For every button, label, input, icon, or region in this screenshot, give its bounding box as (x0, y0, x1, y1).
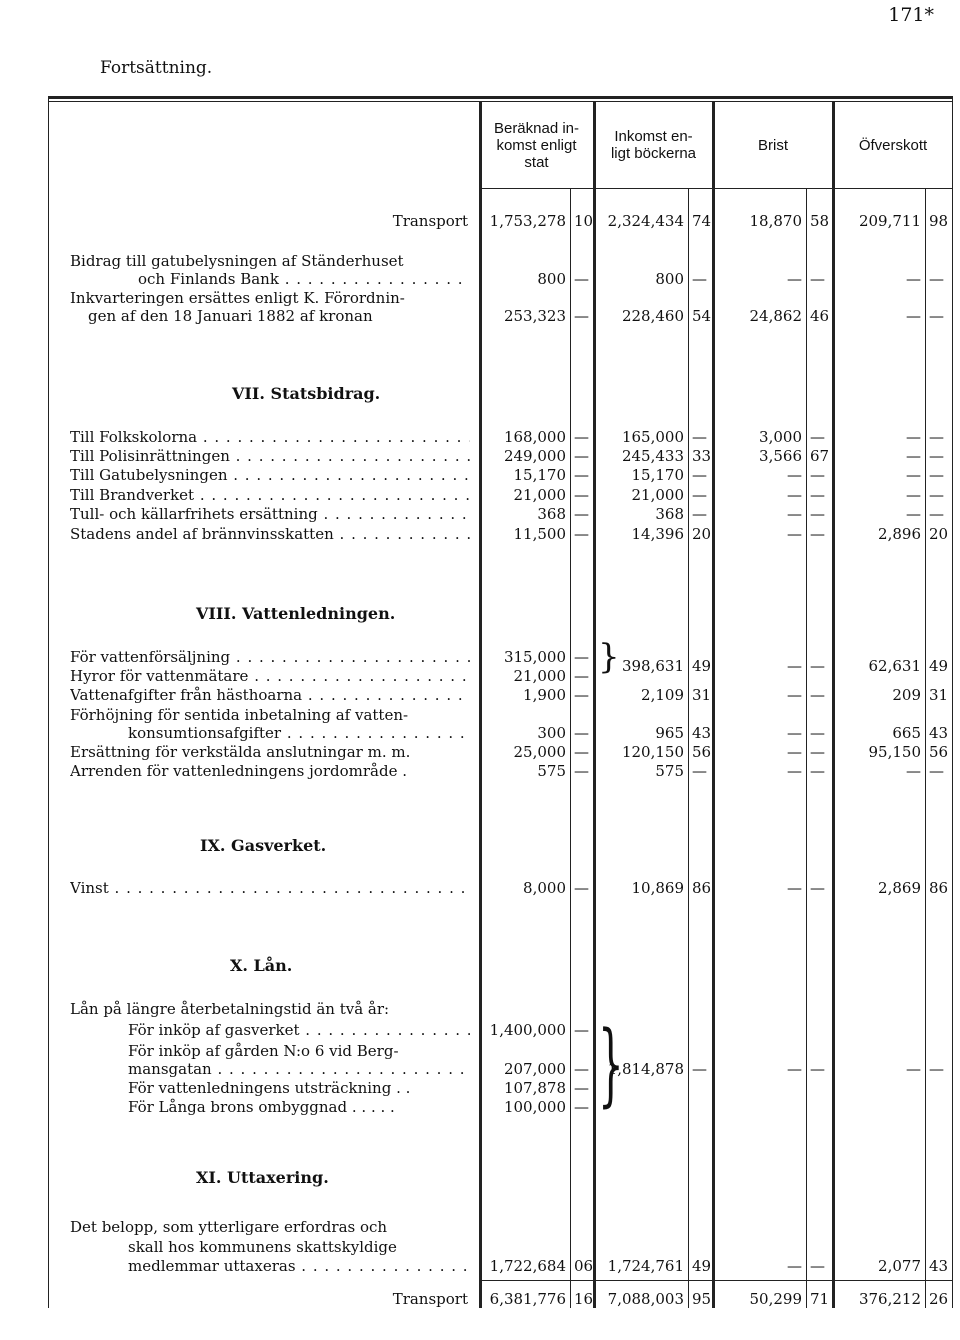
transport-bottom-col4: 376,212 (858, 1290, 921, 1308)
section-0-row-1-col4: — (906, 447, 921, 465)
section-1-row-5-col2: 120,150 (621, 743, 684, 761)
section-0-row-5-col2: 14,396 (631, 525, 684, 543)
section-1-row-6-col4: — (906, 762, 921, 780)
row-label: Stadens andel af brännvinsskatten . . . (70, 525, 470, 543)
section-4-row-2 (0, 1257, 960, 1275)
row-label: För vattenförsäljning . . . (70, 648, 470, 666)
pre-row-0-col2: 800 (655, 270, 684, 288)
row-label: För inköp af gasverket . . . (128, 1021, 470, 1039)
pre-row-1-line2 (0, 307, 960, 325)
section-0-row-5-col4-cents: 20 (929, 525, 949, 543)
section-1-row-6-col4-cents: — (929, 762, 944, 780)
vatten-brace-total-col3-cents: — (810, 657, 825, 675)
section-0-row-5-col2-cents: 20 (692, 525, 712, 543)
transport-row-bottom (0, 1290, 960, 1308)
section-3-row-1-col1-cents: — (574, 1021, 589, 1039)
section-0-row-1-col3-cents: 67 (810, 447, 830, 465)
header-bottom-rule (480, 188, 953, 189)
section-0-row-4-col4: — (906, 505, 921, 523)
section-0-row-0-col4-cents: — (929, 428, 944, 446)
section-0-row-5-col3-cents: — (810, 525, 825, 543)
section-0-row-2-col1: 15,170 (513, 466, 566, 484)
section-1-row-1-col1: 21,000 (513, 667, 566, 685)
vatten-brace-total-col2-cents: 49 (692, 657, 712, 675)
pre-row-1-col1: 253,323 (503, 307, 566, 325)
section-1-row-3 (0, 706, 960, 724)
section-0-row-4-col3: — (787, 505, 802, 523)
section-2-row-0-col1: 8,000 (523, 879, 566, 897)
pre-row-1-col1-cents: — (574, 307, 589, 325)
row-label: Till Brandverket . . . (70, 486, 470, 504)
section-1-row-4-col4: 665 (892, 724, 921, 742)
section-3-row-1 (0, 1021, 960, 1039)
row-label: Lån på längre återbetalningstid än två år: (70, 1000, 390, 1018)
lan-brace-total-brace: } (598, 1012, 624, 1117)
section-1-row-2-col2-cents: 31 (692, 686, 712, 704)
row-label: Hyror för vattenmätare . . . (70, 667, 470, 685)
pre-row-0-line1 (0, 252, 960, 270)
pre-row-0-col3-cents: — (810, 270, 825, 288)
section-3-row-5-col1-cents: — (574, 1098, 589, 1116)
section-2-row-0-col4-cents: 86 (929, 879, 949, 897)
section-1-row-4-col2-cents: 43 (692, 724, 712, 742)
transport-row-top (0, 212, 960, 230)
section-0-row-4-col2: 368 (655, 505, 684, 523)
pre-row-label: Bidrag till gatubelysningen af Ständerhuset (70, 252, 404, 270)
row-label: Till Gatubelysningen . . . (70, 466, 470, 484)
section-4-row-0 (0, 1218, 960, 1236)
header-brist: Brist (758, 137, 788, 154)
transport-top-col1: 1,753,278 (489, 212, 566, 230)
section-1-row-4-col1: 300 (537, 724, 566, 742)
section-1-row-2-col1: 1,900 (523, 686, 566, 704)
section-1-row-5 (0, 743, 960, 761)
pre-row-label-cont: gen af den 18 Januari 1882 af kronan (88, 307, 373, 325)
transport-bottom-col4-cents: 26 (929, 1290, 949, 1308)
pre-row-1-col3: 24,862 (749, 307, 802, 325)
section-2-row-0-col4: 2,869 (878, 879, 921, 897)
pre-row-1-line1 (0, 289, 960, 307)
section-0-row-5-col1: 11,500 (513, 525, 566, 543)
section-0-row-1 (0, 447, 960, 465)
transport-top-col1-cents: 10 (574, 212, 594, 230)
section-0-row-5-col3: — (787, 525, 802, 543)
section-3-row-4-col1-cents: — (574, 1079, 589, 1097)
transport-top-col3: 18,870 (749, 212, 802, 230)
pre-row-1-col2-cents: 54 (692, 307, 712, 325)
section-0-row-0-col2: 165,000 (621, 428, 684, 446)
transport-bottom-col2-cents: 95 (692, 1290, 712, 1308)
section-0-row-0-col1-cents: — (574, 428, 589, 446)
section-0-row-2-col3-cents: — (810, 466, 825, 484)
pre-row-0-line2 (0, 270, 960, 288)
section-1-row-6 (0, 762, 960, 780)
lan-brace-total-col4-cents: — (929, 1060, 944, 1078)
section-1-row-2-col2: 2,109 (641, 686, 684, 704)
pre-row-0-col1-cents: — (574, 270, 589, 288)
section-0-row-3-col3: — (787, 486, 802, 504)
pre-row-0-col3: — (787, 270, 802, 288)
section-1-row-4-col4-cents: 43 (929, 724, 949, 742)
section-0-row-1-col4-cents: — (929, 447, 944, 465)
section-0-row-5-col4: 2,896 (878, 525, 921, 543)
pre-row-1-col4-cents: — (929, 307, 944, 325)
section-0-row-4-col2-cents: — (692, 505, 707, 523)
section-1-row-4-col3-cents: — (810, 724, 825, 742)
section-3-row-4 (0, 1079, 960, 1097)
section-0-row-0-col2-cents: — (692, 428, 707, 446)
section-0-row-2-col4: — (906, 466, 921, 484)
section-0-row-2-col4-cents: — (929, 466, 944, 484)
pre-row-1-col2: 228,460 (621, 307, 684, 325)
section-1-row-6-col3: — (787, 762, 802, 780)
section-title-3: X. Lån. (230, 956, 293, 975)
transport-bottom-col2: 7,088,003 (607, 1290, 684, 1308)
section-2-row-0-col2-cents: 86 (692, 879, 712, 897)
section-0-row-0-col3-cents: — (810, 428, 825, 446)
section-title-1: VIII. Vattenledningen. (196, 604, 396, 623)
section-0-row-4 (0, 505, 960, 523)
transport-bottom-col1: 6,381,776 (489, 1290, 566, 1308)
section-0-row-0-col3: 3,000 (759, 428, 802, 446)
transport-top-col4: 209,711 (858, 212, 921, 230)
section-2-row-0-col2: 10,869 (631, 879, 684, 897)
page-number: 171* (888, 4, 934, 26)
section-0-row-2-col3: — (787, 466, 802, 484)
row-label: Ersättning för verkstälda anslutningar m. m. (70, 743, 411, 761)
section-3-row-3-col1-cents: — (574, 1060, 589, 1078)
transport-bottom-col1-cents: 16 (574, 1290, 594, 1308)
transport-label: Transport (392, 212, 468, 230)
section-1-row-0-col1: 315,000 (503, 648, 566, 666)
section-0-row-1-col3: 3,566 (759, 447, 802, 465)
section-0-row-2-col1-cents: — (574, 466, 589, 484)
row-label: För vattenledningens utsträckning . . (128, 1079, 411, 1097)
section-0-row-0-col1: 168,000 (503, 428, 566, 446)
pre-row-0-col1: 800 (537, 270, 566, 288)
transport-top-col2-cents: 74 (692, 212, 712, 230)
section-0-row-5 (0, 525, 960, 543)
section-2-row-0-col3-cents: — (810, 879, 825, 897)
row-label: Vattenafgifter från hästhoarna . . . (70, 686, 470, 704)
section-1-row-6-col2: 575 (655, 762, 684, 780)
section-4-row-2-col1-cents: 06 (574, 1257, 594, 1275)
row-label: skall hos kommunens skattskyldige (128, 1238, 397, 1256)
section-0-row-1-col2-cents: 33 (692, 447, 712, 465)
section-3-row-0 (0, 1000, 960, 1018)
section-1-row-0-col1-cents: — (574, 648, 589, 666)
section-0-row-5-col1-cents: — (574, 525, 589, 543)
section-0-row-2 (0, 466, 960, 484)
section-2-row-0-col3: — (787, 879, 802, 897)
lan-brace-total-col3: — (787, 1060, 802, 1078)
section-1-row-6-col1: 575 (537, 762, 566, 780)
row-label: Arrenden för vattenledningens jordområde . (70, 762, 407, 780)
transport-label: Transport (392, 1290, 468, 1308)
section-4-row-2-col1: 1,722,684 (489, 1257, 566, 1275)
section-1-row-5-col4: 95,150 (868, 743, 921, 761)
section-0-row-1-col2: 245,433 (621, 447, 684, 465)
section-0-row-3-col2: 21,000 (631, 486, 684, 504)
continuation-label: Fortsättning. (100, 58, 213, 78)
section-1-row-6-col1-cents: — (574, 762, 589, 780)
section-0-row-3-col4-cents: — (929, 486, 944, 504)
section-0-row-4-col4-cents: — (929, 505, 944, 523)
row-label: För Långa brons ombyggnad . . . . . (128, 1098, 395, 1116)
section-1-row-2-col3: — (787, 686, 802, 704)
section-3-row-5 (0, 1098, 960, 1116)
section-1-row-2-col4: 209 (892, 686, 921, 704)
transport-bottom-col3-cents: 71 (810, 1290, 830, 1308)
section-4-row-1 (0, 1238, 960, 1256)
transport-top-col4-cents: 98 (929, 212, 949, 230)
row-label: Till Folkskolorna . . . (70, 428, 470, 446)
transport-bottom-col3: 50,299 (749, 1290, 802, 1308)
transport-rule (480, 1280, 953, 1281)
section-1-row-6-col3-cents: — (810, 762, 825, 780)
section-0-row-3-col1: 21,000 (513, 486, 566, 504)
section-2-row-0-col1-cents: — (574, 879, 589, 897)
table-top-rule-thin (48, 101, 953, 102)
vatten-brace-total-col4: 62,631 (868, 657, 921, 675)
section-3-row-4-col1: 107,878 (503, 1079, 566, 1097)
section-1-row-5-col1: 25,000 (513, 743, 566, 761)
section-0-row-1-col1-cents: — (574, 447, 589, 465)
section-0-row-0 (0, 428, 960, 446)
section-0-row-3-col3-cents: — (810, 486, 825, 504)
row-label: Vinst . . . (70, 879, 470, 897)
section-3-row-3-col1: 207,000 (503, 1060, 566, 1078)
section-1-row-2 (0, 686, 960, 704)
vatten-brace-total-col4-cents: 49 (929, 657, 949, 675)
pre-row-1-col3-cents: 46 (810, 307, 830, 325)
section-4-row-2-col2-cents: 49 (692, 1257, 712, 1275)
section-1-row-6-col2-cents: — (692, 762, 707, 780)
header-inkomst: Inkomst en- ligt böckerna (610, 128, 697, 162)
table-top-rule (48, 96, 953, 99)
row-label: För inköp af gården N:o 6 vid Berg- (128, 1042, 399, 1060)
section-1-row-5-col4-cents: 56 (929, 743, 949, 761)
pre-row-1-col4: — (906, 307, 921, 325)
section-4-row-2-col3: — (787, 1257, 802, 1275)
section-1-row-4-col1-cents: — (574, 724, 589, 742)
row-label: Tull- och källarfrihets ersättning . . . (70, 505, 470, 523)
section-0-row-3-col4: — (906, 486, 921, 504)
section-1-row-5-col2-cents: 56 (692, 743, 712, 761)
pre-row-0-col2-cents: — (692, 270, 707, 288)
section-2-row-0 (0, 879, 960, 897)
section-0-row-1-col1: 249,000 (503, 447, 566, 465)
row-label: konsumtionsafgifter . . . (128, 724, 470, 742)
lan-brace-total-col2: 1,814,878 (607, 1060, 684, 1078)
pre-row-label-cont: och Finlands Bank . . . (138, 270, 470, 288)
header-ofverskott: Öfverskott (858, 137, 928, 154)
section-1-row-5-col3: — (787, 743, 802, 761)
section-1-row-2-col3-cents: — (810, 686, 825, 704)
vatten-brace-total (0, 657, 960, 675)
section-0-row-2-col2: 15,170 (631, 466, 684, 484)
section-0-row-0-col4: — (906, 428, 921, 446)
section-0-row-4-col1-cents: — (574, 505, 589, 523)
row-label: Förhöjning för sentida inbetalning af vatten- (70, 706, 409, 724)
header-beraknad: Beräknad in- komst enligt stat (493, 120, 580, 171)
lan-brace-total-col3-cents: — (810, 1060, 825, 1078)
section-0-row-2-col2-cents: — (692, 466, 707, 484)
section-1-row-1-col1-cents: — (574, 667, 589, 685)
section-0-row-4-col1: 368 (537, 505, 566, 523)
section-title-4: XI. Uttaxering. (196, 1168, 329, 1187)
section-4-row-2-col3-cents: — (810, 1257, 825, 1275)
section-0-row-4-col3-cents: — (810, 505, 825, 523)
row-label: Det belopp, som ytterligare erfordras och (70, 1218, 388, 1236)
section-3-row-5-col1: 100,000 (503, 1098, 566, 1116)
lan-brace-total-col2-cents: — (692, 1060, 707, 1078)
section-1-row-5-col1-cents: — (574, 743, 589, 761)
section-1-row-2-col4-cents: 31 (929, 686, 949, 704)
section-1-row-4-col3: — (787, 724, 802, 742)
section-1-row-4-col2: 965 (655, 724, 684, 742)
lan-brace-total-col4: — (906, 1060, 921, 1078)
section-title-2: IX. Gasverket. (200, 836, 327, 855)
section-3-row-2 (0, 1042, 960, 1060)
section-4-row-2-col4-cents: 43 (929, 1257, 949, 1275)
row-label: mansgatan . . . (128, 1060, 470, 1078)
section-0-row-3-col1-cents: — (574, 486, 589, 504)
transport-top-col3-cents: 58 (810, 212, 830, 230)
vatten-brace-total-brace: } (598, 637, 620, 677)
section-0-row-3 (0, 486, 960, 504)
vatten-brace-total-col3: — (787, 657, 802, 675)
section-0-row-3-col2-cents: — (692, 486, 707, 504)
section-4-row-2-col2: 1,724,761 (607, 1257, 684, 1275)
section-1-row-5-col3-cents: — (810, 743, 825, 761)
section-4-row-2-col4: 2,077 (878, 1257, 921, 1275)
pre-row-0-col4-cents: — (929, 270, 944, 288)
section-title-0: VII. Statsbidrag. (232, 384, 381, 403)
section-1-row-2-col1-cents: — (574, 686, 589, 704)
row-label: Till Polisinrättningen . . . (70, 447, 470, 465)
vatten-brace-total-col2: 398,631 (621, 657, 684, 675)
pre-row-0-col4: — (906, 270, 921, 288)
pre-row-label: Inkvarteringen ersättes enligt K. Förordnin- (70, 289, 405, 307)
section-3-row-1-col1: 1,400,000 (489, 1021, 566, 1039)
row-label: medlemmar uttaxeras . . . (128, 1257, 470, 1275)
transport-top-col2: 2,324,434 (607, 212, 684, 230)
lan-brace-total (0, 1060, 960, 1078)
section-1-row-4 (0, 724, 960, 742)
